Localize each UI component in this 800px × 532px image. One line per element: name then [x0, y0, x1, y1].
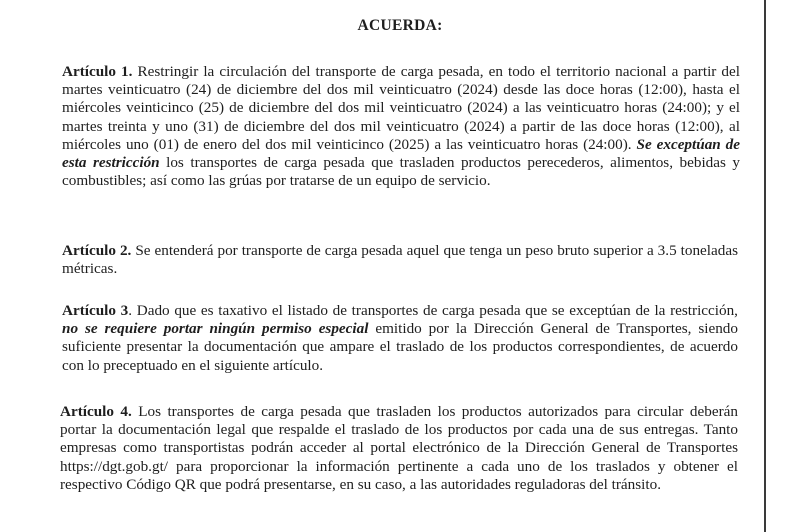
page-edge-divider: [764, 0, 766, 532]
article-4-label: Artículo 4.: [60, 403, 132, 420]
article-2-text: Se entenderá por transporte de carga pesada aquel que tenga un peso bruto superior a 3.5 toneladas métricas.: [62, 242, 738, 278]
article-1-label: Artículo 1.: [62, 63, 133, 80]
article-1-text: Restringir la circulación del transporte de carga pesada, en todo el territorio nacional a partir del martes veinticuatro (24) de diciembre del dos mil veinticuatro (2024) desde las doce horas (12:00), hasta el miércoles veinticinco (25) de diciembre del dos mil veinticuatro (2024) a las veinticuatro horas (24:00); y el martes treinta y uno (31) de diciembre del dos mil veinticuatro (2024) a partir de las doce horas (12:00), al miércoles uno (01) de enero del dos mil veinticinco (2025) a las veinticuatro horas (24:00).: [62, 63, 740, 153]
article-1-text-end: los transportes de carga pesada que trasladen productos perecederos, alimentos, bebidas y combustibles; así como las grúas por tratarse de un equipo de servicio.: [62, 154, 740, 190]
article-4: [60, 403, 738, 494]
article-3-emphasis: no se requiere portar ningún permiso especial: [62, 320, 369, 338]
article-3-text-end: emitido por la Dirección General de Transportes, siendo suficiente presentar la documentación que ampare el traslado de los productos correspondientes, de acuerdo con lo preceptuado en el siguiente artículo.: [62, 320, 738, 374]
document-heading: ACUERDA:: [357, 17, 443, 34]
article-3: [62, 302, 738, 375]
article-3-label: Artículo 3: [62, 302, 129, 319]
article-1-emphasis: Se exceptúan de esta restricción: [62, 135, 740, 172]
article-2-label: Artículo 2.: [62, 242, 132, 259]
article-3-text: . Dado que es taxativo el listado de transportes de carga pesada que se exceptúan de la restricción,: [128, 302, 738, 319]
article-4-text: Los transportes de carga pesada que trasladen los productos autorizados para circular deberán portar la documentación legal que respalde el traslado de los productos por cada una de sus entregas. Tanto empresas como transportistas podrán acceder al portal electrónico de la Dirección General de Transportes https://dgt.gob.gt/ para proporcionar la información pertinente a cada uno de los traslados y obtener el respectivo Código QR que podrá presentarse, en su caso, a las autoridades reguladoras del tránsito.: [60, 403, 738, 493]
article-1: [62, 63, 740, 190]
article-2: [62, 242, 738, 278]
